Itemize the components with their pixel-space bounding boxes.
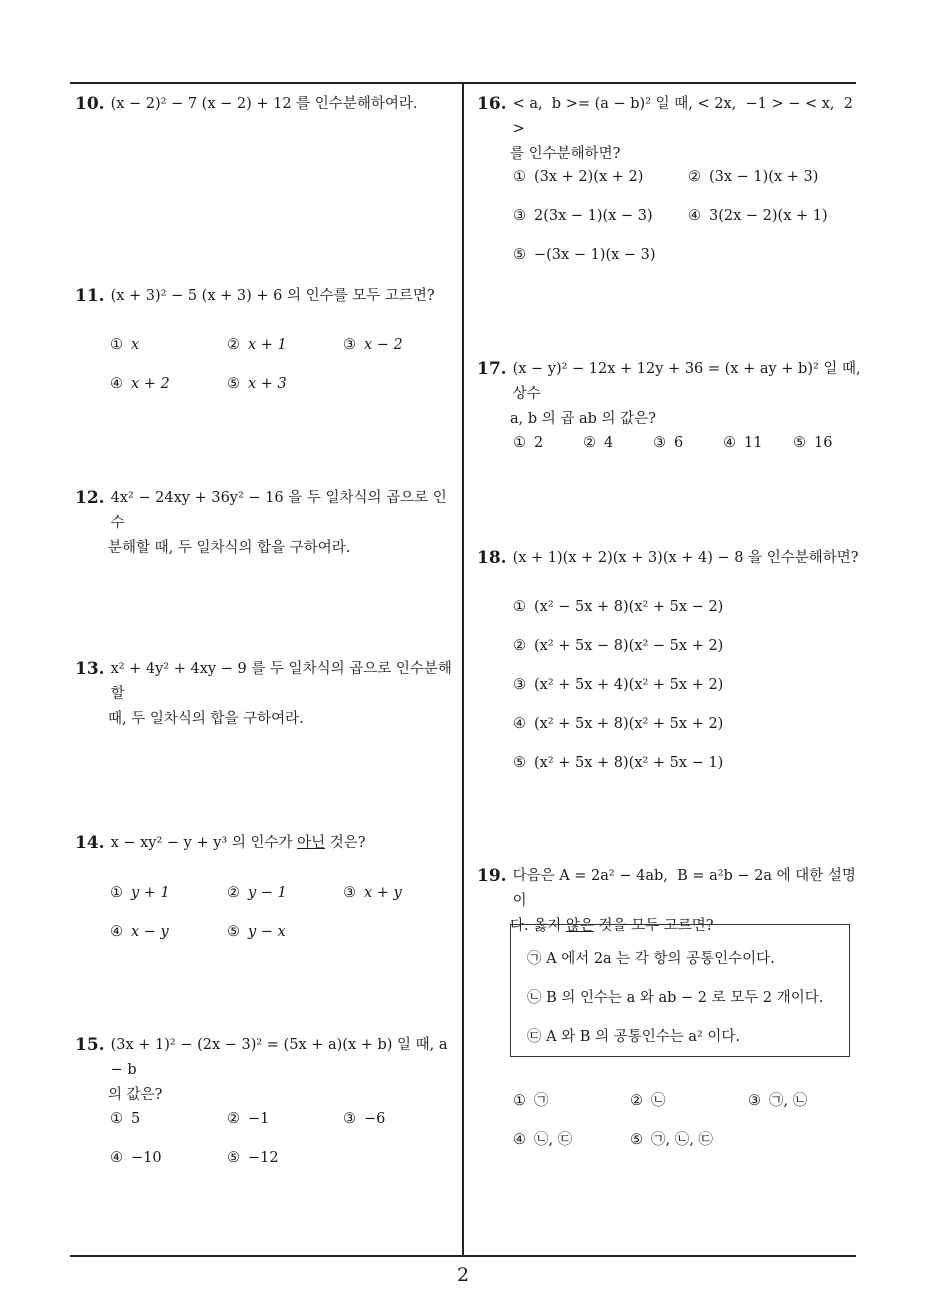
- option-1[interactable]: ① 5: [110, 1111, 141, 1127]
- question-14: [75, 831, 460, 856]
- underlined-word: 않은: [565, 918, 594, 934]
- question-text: (x + 1)(x + 2)(x + 3)(x + 4) − 8 을 인수분해하면?: [512, 550, 859, 566]
- question-15: [75, 1033, 460, 1108]
- question-18: [477, 546, 862, 571]
- underlined-word: 아닌: [297, 835, 326, 851]
- option-4[interactable]: ④ ㉡, ㉢: [513, 1132, 573, 1148]
- option-4[interactable]: ④ 3(2x − 2)(x + 1): [688, 208, 828, 224]
- option-2[interactable]: ② (3x − 1)(x + 3): [688, 169, 819, 185]
- option-3[interactable]: ③ x − 2: [343, 337, 403, 353]
- question-number: 18.: [477, 548, 507, 568]
- question-text-cont: 분해할 때, 두 일차식의 합을 구하여라.: [108, 540, 351, 556]
- option-2[interactable]: ② x + 1: [227, 337, 287, 353]
- option-5[interactable]: ⑤ y − x: [227, 924, 286, 940]
- question-12: [75, 486, 460, 561]
- statement-1: ㉠ A 에서 2a 는 각 항의 공통인수이다.: [527, 951, 775, 967]
- option-1[interactable]: ① x: [110, 337, 140, 353]
- question-number: 19.: [477, 866, 507, 886]
- option-4[interactable]: ④ (x² + 5x + 8)(x² + 5x + 2): [513, 716, 724, 732]
- option-2[interactable]: ② (x² + 5x − 8)(x² − 5x + 2): [513, 638, 724, 654]
- option-5[interactable]: ⑤ ㉠, ㉡, ㉢: [630, 1132, 713, 1148]
- question-text: x² + 4y² + 4xy − 9 를 두 일차식의 곱으로 인수분해할: [110, 661, 452, 702]
- statement-2: ㉡ B 의 인수는 a 와 ab − 2 로 모두 2 개이다.: [527, 990, 824, 1006]
- option-4[interactable]: ④ x − y: [110, 924, 169, 940]
- question-text-cont: 의 값은?: [108, 1087, 163, 1103]
- question-text: 4x² − 24xy + 36y² − 16 을 두 일차식의 곱으로 인수: [110, 490, 447, 531]
- option-3[interactable]: ③ ㉠, ㉡: [748, 1093, 808, 1109]
- question-number: 11.: [75, 286, 105, 306]
- question-text: < a, b >= (a − b)² 일 때, < 2x, −1 > − < x, 2 >: [512, 96, 858, 137]
- option-1[interactable]: ① 2: [513, 435, 544, 451]
- question-16: [477, 92, 862, 167]
- statement-3: ㉢ A 와 B 의 공통인수는 a² 이다.: [527, 1029, 741, 1045]
- option-3[interactable]: ③ (x² + 5x + 4)(x² + 5x + 2): [513, 677, 724, 693]
- option-5[interactable]: ⑤ (x² + 5x + 8)(x² + 5x − 1): [513, 755, 724, 771]
- question-number: 17.: [477, 359, 507, 379]
- option-3[interactable]: ③ 2(3x − 1)(x − 3): [513, 208, 653, 224]
- question-10: [75, 92, 460, 117]
- option-2[interactable]: ② y − 1: [227, 885, 287, 901]
- question-number: 16.: [477, 94, 507, 114]
- option-3[interactable]: ③ 6: [653, 435, 684, 451]
- question-number: 13.: [75, 659, 105, 679]
- option-5[interactable]: ⑤ 16: [793, 435, 833, 451]
- question-text-cont: 때, 두 일차식의 합을 구하여라.: [108, 711, 304, 727]
- option-1[interactable]: ① (3x + 2)(x + 2): [513, 169, 644, 185]
- question-text: x − xy² − y + y³ 의 인수가 아닌 것은?: [110, 835, 366, 851]
- question-text: (x − 2)² − 7 (x − 2) + 12 를 인수분해하여라.: [110, 96, 418, 112]
- question-text: (x − y)² − 12x + 12y + 36 = (x + ay + b)² 일 때, 상수: [512, 361, 866, 402]
- option-2[interactable]: ② 4: [583, 435, 614, 451]
- statement-box: [510, 924, 850, 1057]
- option-5[interactable]: ⑤ x + 3: [227, 376, 287, 392]
- option-4[interactable]: ④ x + 2: [110, 376, 170, 392]
- question-number: 14.: [75, 833, 105, 853]
- question-11: [75, 284, 460, 309]
- question-text-cont: 를 인수분해하면?: [510, 146, 621, 162]
- question-number: 12.: [75, 488, 105, 508]
- column-divider: [462, 82, 464, 1256]
- option-3[interactable]: ③ x + y: [343, 885, 402, 901]
- question-number: 15.: [75, 1035, 105, 1055]
- option-1[interactable]: ① (x² − 5x + 8)(x² + 5x − 2): [513, 599, 724, 615]
- option-1[interactable]: ① ㉠: [513, 1093, 549, 1109]
- page-number: 2: [456, 1264, 470, 1286]
- question-text: (3x + 1)² − (2x − 3)² = (5x + a)(x + b) 일 때, a − b: [110, 1037, 453, 1078]
- option-2[interactable]: ② −1: [227, 1111, 270, 1127]
- option-1[interactable]: ① y + 1: [110, 885, 170, 901]
- question-text: 다음은 A = 2a² − 4ab, B = a²b − 2a 에 대한 설명이: [512, 868, 856, 909]
- question-17: [477, 357, 866, 432]
- question-text-cont: 다. 옳지 않은 것을 모두 고르면?: [510, 918, 714, 934]
- question-text: (x + 3)² − 5 (x + 3) + 6 의 인수를 모두 고르면?: [110, 288, 435, 304]
- option-5[interactable]: ⑤ −(3x − 1)(x − 3): [513, 247, 656, 263]
- option-3[interactable]: ③ −6: [343, 1111, 386, 1127]
- question-13: [75, 657, 460, 732]
- question-number: 10.: [75, 94, 105, 114]
- question-text-cont: a, b 의 곱 ab 의 값은?: [510, 411, 656, 427]
- option-4[interactable]: ④ −10: [110, 1150, 162, 1166]
- option-2[interactable]: ② ㉡: [630, 1093, 666, 1109]
- bottom-rule: [70, 1255, 856, 1257]
- option-5[interactable]: ⑤ −12: [227, 1150, 279, 1166]
- option-4[interactable]: ④ 11: [723, 435, 763, 451]
